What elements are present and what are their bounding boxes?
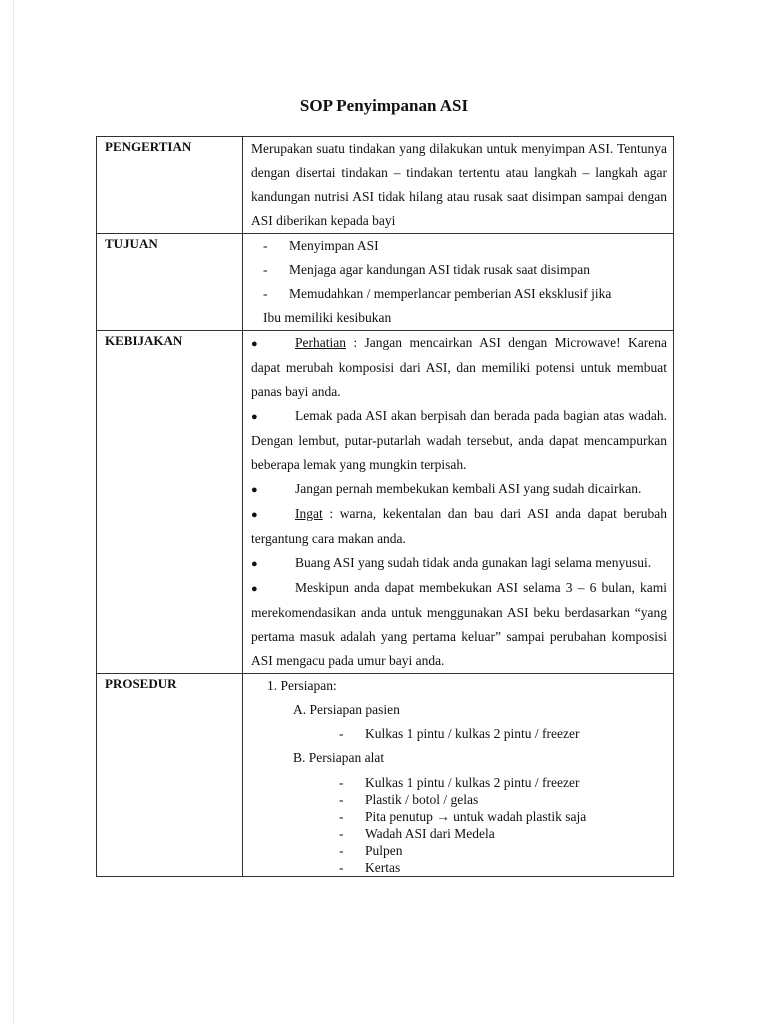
page-edge bbox=[13, 0, 14, 1024]
bullet-item bbox=[251, 404, 667, 477]
bullet-text: Buang ASI yang sudah tidak anda gunakan lagi selama menyusui. bbox=[295, 555, 652, 570]
list-item-text: Plastik / botol / gelas bbox=[365, 792, 479, 807]
dash-marker: - bbox=[339, 860, 344, 875]
list-item bbox=[251, 808, 667, 825]
dash-marker: - bbox=[339, 726, 344, 741]
bullet-lead: Perhatian bbox=[295, 335, 346, 350]
label-kebijakan: KEBIJAKAN bbox=[97, 331, 243, 674]
pengertian-text: Merupakan suatu tindakan yang dilakukan untuk menyimpan ASI. Tentunya dengan disertai tindakan – tindakan tertentu atau langkah – langkah agar kandungan nutrisi ASI tidak hilang atau rusak saat disimpan sampai dengan ASI diberikan kepada bayi bbox=[243, 137, 674, 234]
bullet-icon: ● bbox=[251, 509, 258, 521]
list-item bbox=[251, 825, 667, 842]
subsection-heading-b: B. Persiapan alat bbox=[293, 750, 385, 765]
bullet-icon: ● bbox=[251, 484, 258, 496]
dash-marker: - bbox=[339, 775, 344, 790]
bullet-item bbox=[251, 551, 667, 576]
list-item bbox=[251, 258, 667, 282]
bullet-item bbox=[251, 502, 667, 551]
tujuan-list bbox=[243, 234, 674, 331]
dash-marker: - bbox=[339, 843, 344, 858]
label-tujuan: TUJUAN bbox=[97, 234, 243, 331]
list-item-text: Menyimpan ASI bbox=[289, 238, 379, 253]
prosedur-content bbox=[243, 674, 674, 877]
list-item bbox=[251, 791, 667, 808]
bullet-item bbox=[251, 331, 667, 404]
dash-marker: - bbox=[263, 238, 268, 253]
kebijakan-list bbox=[243, 331, 674, 674]
bullet-text: Lemak pada ASI akan berpisah dan berada pada bagian atas wadah. Dengan lembut, putar-putarlah wadah tersebut, anda dapat mencampurkan beberapa lemak yang mungkin terpisah. bbox=[251, 408, 667, 472]
row-kebijakan bbox=[97, 331, 674, 674]
bullet-lead: Ingat bbox=[295, 506, 323, 521]
dash-marker: - bbox=[339, 809, 344, 824]
row-tujuan bbox=[97, 234, 674, 331]
sop-table bbox=[96, 136, 674, 877]
subsection-heading-a: A. Persiapan pasien bbox=[293, 702, 400, 717]
bullet-item bbox=[251, 477, 667, 502]
dash-marker: - bbox=[339, 792, 344, 807]
list-item bbox=[251, 282, 667, 306]
bullet-text: : warna, kekentalan dan bau dari ASI anda dapat berubah tergantung cara makan anda. bbox=[251, 506, 667, 546]
row-pengertian bbox=[97, 137, 674, 234]
list-item bbox=[251, 234, 667, 258]
step-heading: 1. Persiapan: bbox=[267, 678, 337, 693]
dash-marker: - bbox=[263, 262, 268, 277]
document-title: SOP Penyimpanan ASI bbox=[299, 96, 469, 115]
row-prosedur bbox=[97, 674, 674, 877]
bullet-text: : Jangan mencairkan ASI dengan Microwave! Karena dapat merubah komposisi dari ASI, dan memiliki potensi untuk membuat panas bayi anda. bbox=[251, 335, 667, 399]
list-item bbox=[251, 842, 667, 859]
list-item-text: Kulkas 1 pintu / kulkas 2 pintu / freezer bbox=[365, 775, 580, 790]
bullet-icon: ● bbox=[251, 411, 258, 423]
bullet-icon: ● bbox=[251, 338, 258, 350]
label-prosedur: PROSEDUR bbox=[97, 674, 243, 877]
bullet-text: Jangan pernah membekukan kembali ASI yang sudah dicairkan. bbox=[295, 481, 642, 496]
list-item-text: Wadah ASI dari Medela bbox=[365, 826, 495, 841]
label-pengertian: PENGERTIAN bbox=[97, 137, 243, 234]
list-item-continuation: Ibu memiliki kesibukan bbox=[263, 310, 392, 325]
list-item bbox=[251, 859, 667, 876]
list-item-text: Memudahkan / memperlancar pemberian ASI eksklusif jika bbox=[289, 286, 612, 301]
bullet-item bbox=[251, 576, 667, 673]
list-item bbox=[251, 774, 667, 791]
list-item-text: Menjaga agar kandungan ASI tidak rusak saat disimpan bbox=[289, 262, 591, 277]
list-item-text: Kulkas 1 pintu / kulkas 2 pintu / freezer bbox=[365, 726, 580, 741]
bullet-icon: ● bbox=[251, 583, 258, 595]
bullet-text: Meskipun anda dapat membekukan ASI selama 3 – 6 bulan, kami merekomendasikan anda untuk menggunakan ASI beku berdasarkan “yang pertama masuk adalah yang pertama keluar” sampai perubahan komposisi ASI mengacu pada umur bayi anda. bbox=[251, 580, 667, 668]
dash-marker: - bbox=[339, 826, 344, 841]
list-item-text: Pulpen bbox=[365, 843, 403, 858]
dash-marker: - bbox=[263, 286, 268, 301]
list-item-text: Pita penutup → untuk wadah plastik saja bbox=[365, 809, 587, 824]
bullet-icon: ● bbox=[251, 558, 258, 570]
list-item bbox=[251, 722, 667, 746]
list-item-text: Kertas bbox=[365, 860, 401, 875]
